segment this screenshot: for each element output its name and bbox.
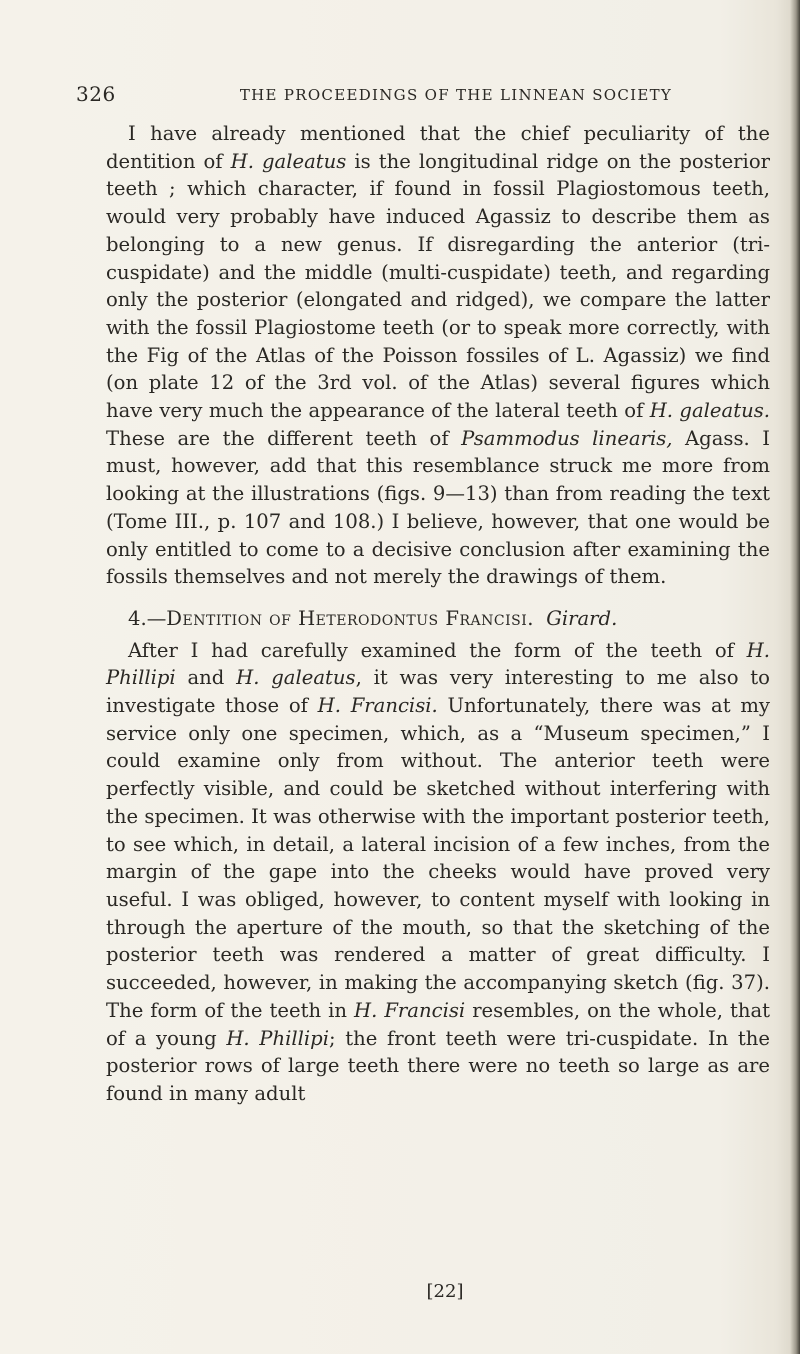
paragraph-1-text-3: These are the different teeth of	[106, 426, 462, 450]
paragraph-1-text-4: Agass. I must, however, add that this resemblance struck me more from looking at the illustrations (figs. 9—13) than from reading the text (Tome III., p. 107 and 108.) I believe, however, that one would be only entitled to come to a decisive conclusion after examining the fossils themselves and not merely the drawings of them.	[106, 426, 770, 589]
paragraph-1-species-2: H. galeatus.	[649, 399, 770, 423]
signature-mark: [22]	[426, 1281, 464, 1302]
paragraph-1	[106, 120, 770, 591]
paragraph-2-text-4: Unfortunately, there was at my service only one specimen, which, as a “Museum specimen,” I could examine only from without. The anterior teeth were perfectly visible, and could be sketched without interfering with the specimen. It was otherwise with the important posterior teeth, to see which, in detail, a lateral incision of a few inches, from the margin of the gape into the cheeks would have proved very useful. I was obliged, however, to content myself with looking in through the aperture of the mouth, so that the sketching of the posterior teeth was rendered a matter of great difficulty. I succeeded, however, in making the accompanying sketch (fig. 37). The form of the teeth in	[106, 694, 770, 1022]
paragraph-2-species-5: H. Phillipi	[226, 1026, 329, 1050]
paragraph-2	[106, 637, 770, 1108]
section-title: Dentition of Heterodontus Francisi.	[166, 606, 534, 630]
paragraph-1-species-3: Psammodus linearis,	[461, 426, 673, 450]
page-edge-shadow	[790, 0, 800, 1354]
paragraph-2-text-3: , it was very interesting to me also to investigate those of	[106, 666, 770, 718]
paragraph-2-species-1: H. Phillipi	[106, 638, 770, 690]
paragraph-1-text-1: I have already mentioned that the chief peculiarity of the dentition of	[106, 122, 770, 173]
paragraph-2-text-1: After I had carefully examined the form of the teeth of	[128, 638, 747, 662]
section-author: Girard.	[546, 606, 618, 630]
page-header	[76, 82, 788, 112]
paragraph-1-species-1: H. galeatus	[230, 149, 347, 173]
page-number: 326	[76, 82, 116, 106]
paragraph-2-species-3: H. Francisi.	[317, 694, 438, 718]
paragraph-2-species-4: H. Francisi	[354, 998, 466, 1022]
section-number: 4.—	[128, 606, 167, 630]
body-text	[106, 120, 770, 1108]
running-head: THE PROCEEDINGS OF THE LINNEAN SOCIETY	[239, 86, 673, 104]
section-heading	[106, 605, 770, 633]
paragraph-2-text-2: and	[175, 666, 237, 690]
paragraph-2-text-5: resembles, on the whole, that of a young	[106, 998, 770, 1050]
paragraph-2-species-2: H. galeatus	[236, 666, 356, 690]
paragraph-2-text-6: ; the front teeth were tri-cuspidate. In the posterior rows of large teeth there were no teeth so large as are found in many adult	[106, 1026, 770, 1105]
paragraph-1-text-2: is the longitudinal ridge on the posterior teeth ; which character, if found in fossil Plagiostomous teeth, would very probably have induced Agassiz to describe them as belonging to a new genus. If disregarding the anterior (tri-cuspidate) and the middle (multi-cuspidate) teeth, and regarding only the posterior (elongated and ridged), we compare the latter with the fossil Plagiostome teeth (or to speak more correctly, with the Fig of the Atlas of the Poisson fossiles of L. Agassiz) we find (on plate 12 of the 3rd vol. of the Atlas) several figures which have very much the appearance of the lateral teeth of	[106, 149, 770, 423]
